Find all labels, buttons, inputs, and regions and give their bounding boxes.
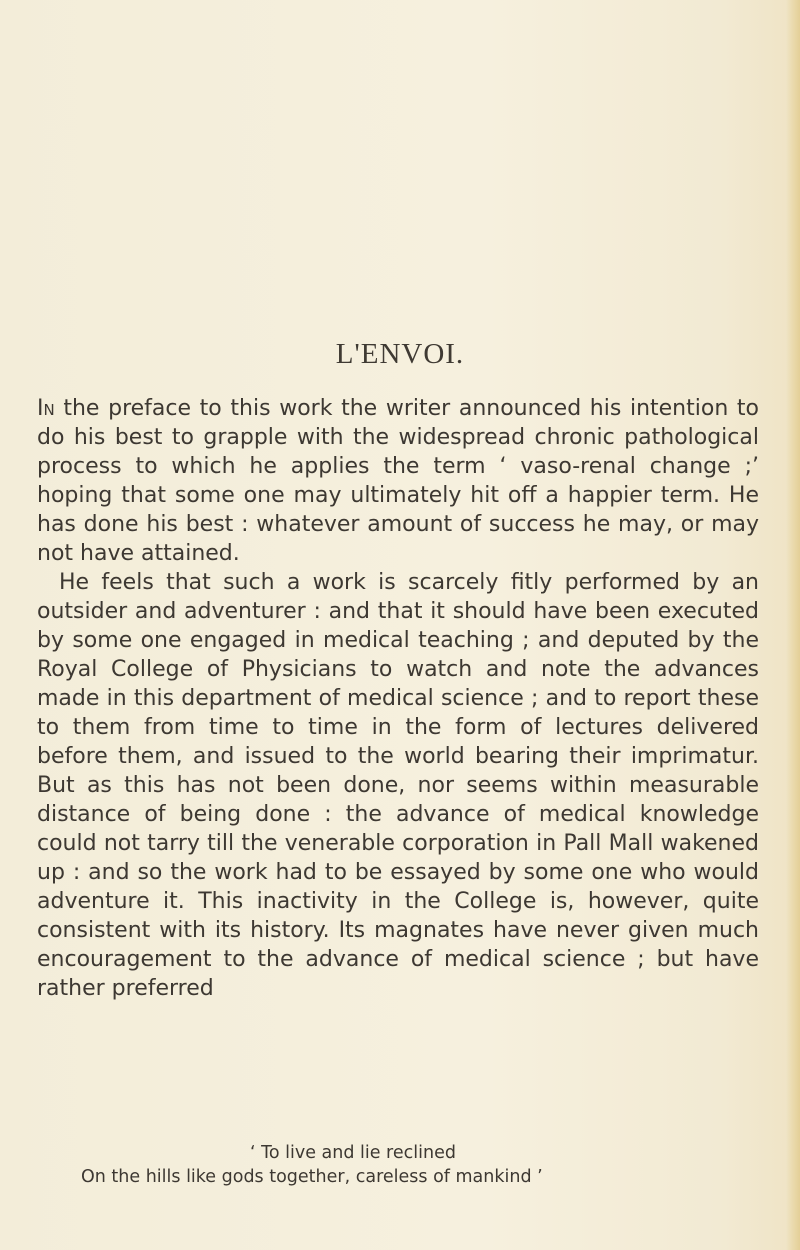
page-edge-shadow <box>786 0 800 1250</box>
paragraph-1-text: the preface to this work the writer announced his intention to do his best to grapple with the widespread chronic pathological process to which he applies the term ‘ vaso-renal change ;’ hoping that some one may ultimately hit off a happier term. He has done his best : whatever amount of success he may, or may not have attained. <box>37 396 759 566</box>
verse-quotation <box>0 1141 800 1189</box>
first-word: In <box>37 396 55 421</box>
body-text <box>37 394 759 1003</box>
paragraph-1 <box>37 394 759 568</box>
quote-line-2: On the hills like gods together, careless of mankind ’ <box>81 1167 543 1187</box>
chapter-heading: L'ENVOI. <box>335 338 465 370</box>
paragraph-2: He feels that such a work is scarcely fitly performed by an outsider and adventurer : and that it should have been executed by some one engaged in medical teaching ; and deputed by the Royal College of Physicians to watch and note the advances made in this department of medical science ; and to report these to them from time to time in the form of lectures delivered before them, and issued to the world bearing their imprimatur. But as this has not been done, nor seems within measurable distance of being done : the advance of medical knowledge could not tarry till the venerable corporation in Pall Mall wakened up : and so the work had to be essayed by some one who would adventure it. This inactivity in the College is, however, quite consistent with its history. Its magnates have never given much encouragement to the advance of medical science ; but have rather preferred <box>37 570 759 1001</box>
quote-line-1: ‘ To live and lie reclined <box>250 1143 456 1163</box>
